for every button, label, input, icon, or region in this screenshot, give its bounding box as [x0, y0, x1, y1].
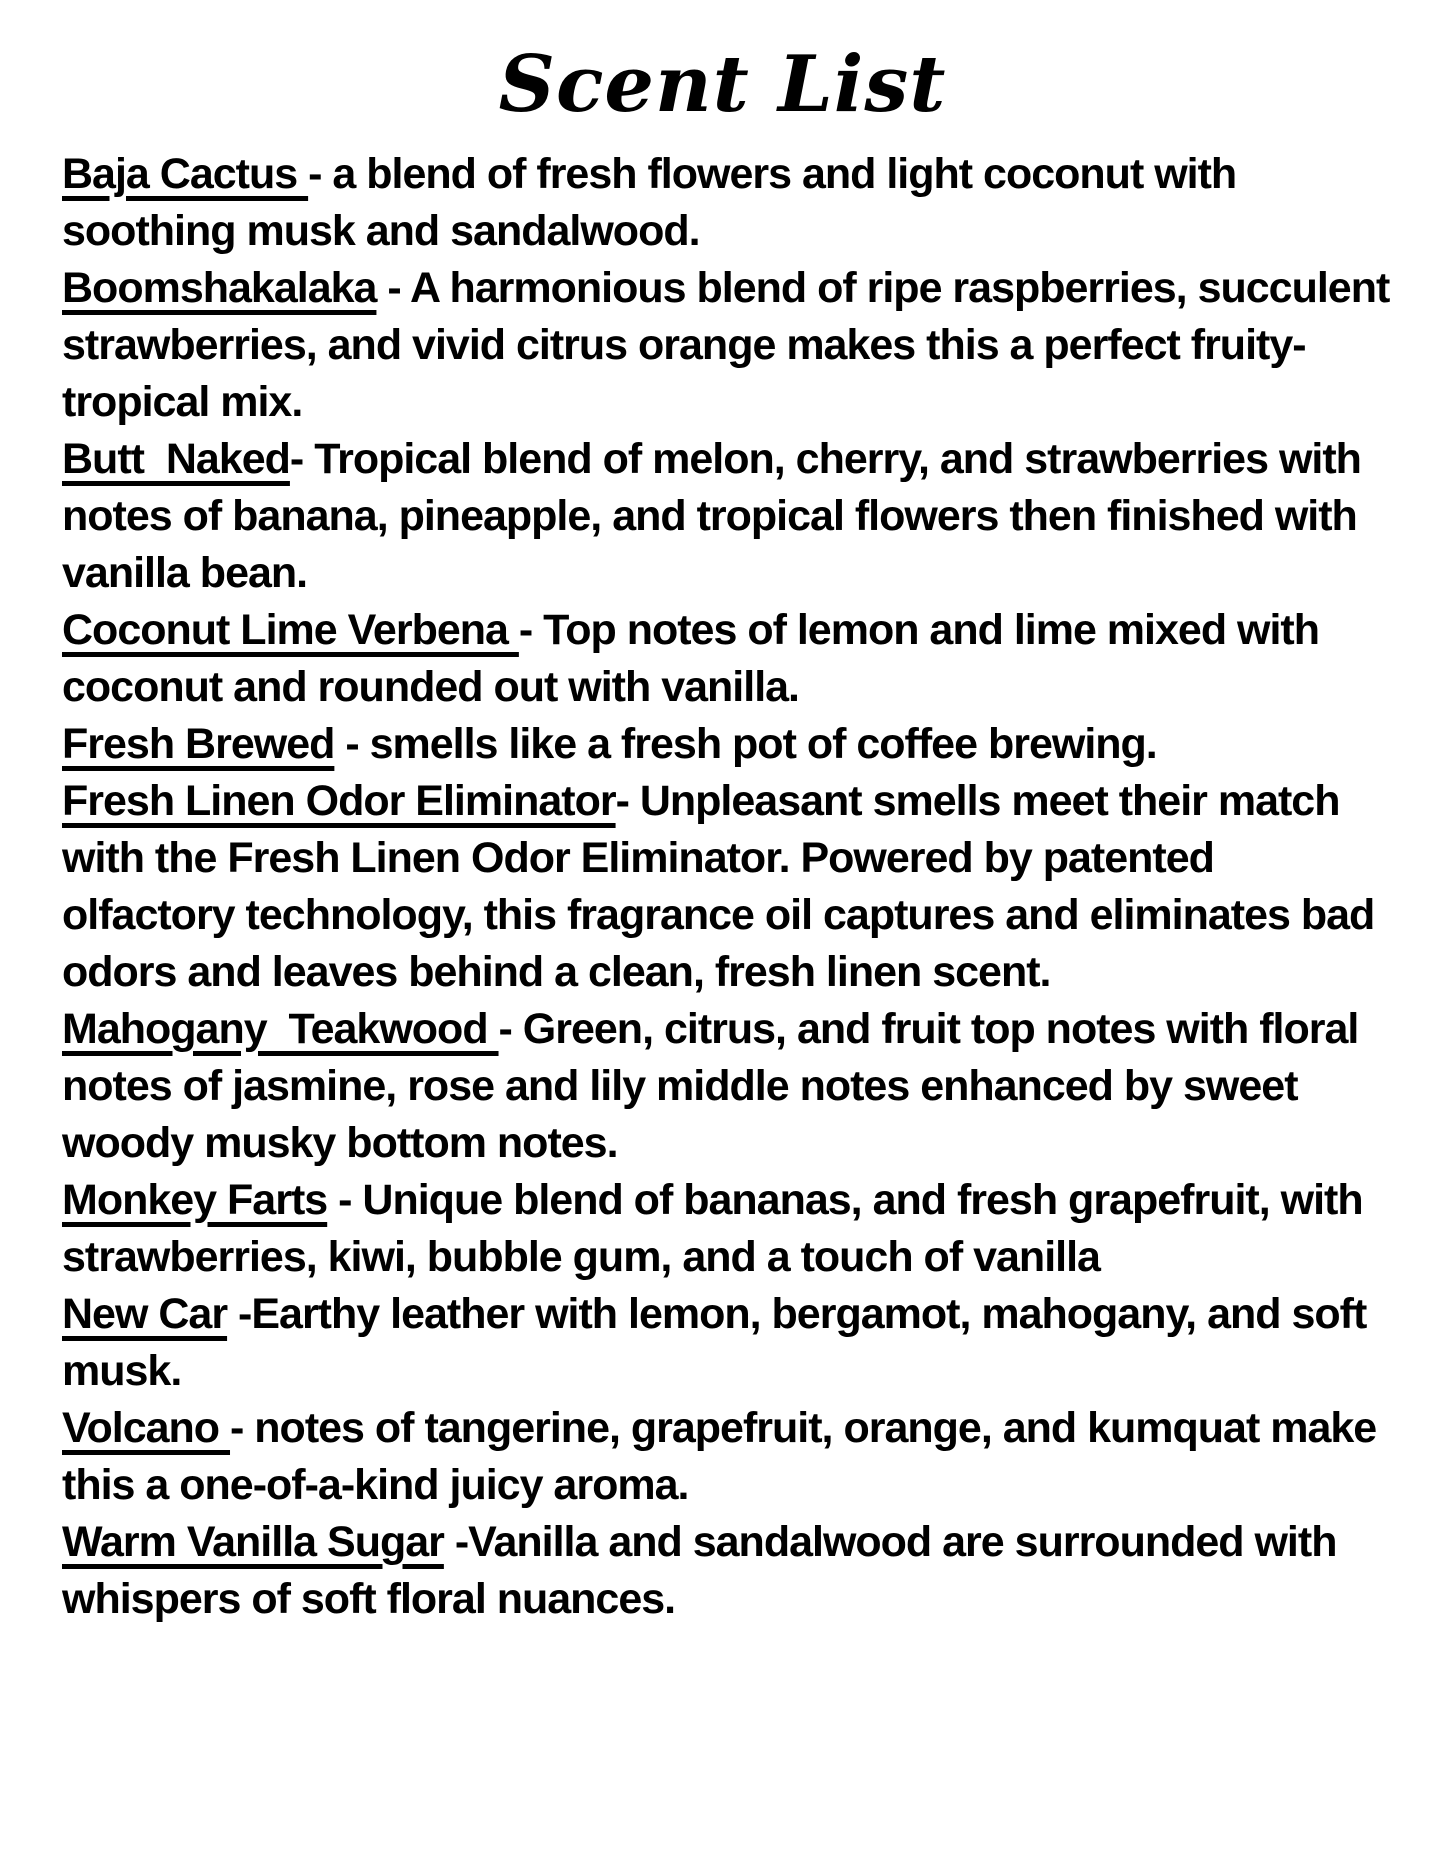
scent-name: Baja Cactus	[62, 149, 309, 198]
scent-list	[0, 138, 1445, 1628]
scent-name: Mahogany Teakwood	[62, 1004, 499, 1053]
scent-entry	[62, 431, 1397, 602]
scent-entry	[62, 260, 1401, 431]
scent-description: - smells like a fresh pot of coffee brewing.	[334, 719, 1157, 768]
scent-entry	[62, 146, 1397, 260]
scent-description: - notes of tangerine, grapefruit, orange, and kumquat make this a one-of-a-kind juicy aroma.	[62, 1403, 1388, 1509]
scent-name: Monkey Farts	[62, 1175, 328, 1224]
scent-description: -Earthy leather with lemon, bergamot, mahogany, and soft musk.	[62, 1289, 1378, 1395]
scent-name: New Car	[62, 1289, 228, 1338]
scent-entry	[62, 1001, 1397, 1172]
scent-name: Coconut Lime Verbena	[62, 605, 519, 654]
scent-entry	[62, 1514, 1397, 1628]
scent-description: - Unpleasant smells meet their match with the Fresh Linen Odor Eliminator. Powered by patented olfactory technology, this fragrance oil captures and eliminates bad odors and leaves behind a clean, fresh linen scent.	[62, 776, 1386, 996]
scent-description: - A harmonious blend of ripe raspberries, succulent strawberries, and vivid citrus orange makes this a perfect fruity-tropical mix.	[62, 263, 1401, 426]
scent-description: - Unique blend of bananas, and fresh grapefruit, with strawberries, kiwi, bubble gum, and a touch of vanilla	[62, 1175, 1374, 1281]
scent-entry	[62, 773, 1397, 1001]
scent-description: - a blend of fresh flowers and light coconut with soothing musk and sandalwood.	[62, 149, 1248, 255]
scent-name: Fresh Brewed	[62, 719, 335, 768]
scent-description: - Tropical blend of melon, cherry, and strawberries with notes of banana, pineapple, and tropical flowers then finished with vanilla bean.	[62, 434, 1372, 597]
scent-name: Warm Vanilla Sugar	[62, 1517, 444, 1566]
scent-name: Butt Naked	[62, 434, 290, 483]
scent-name: Volcano	[62, 1403, 231, 1452]
scent-entry	[62, 716, 1397, 773]
scent-description: -Vanilla and sandalwood are surrounded with whispers of soft floral nuances.	[62, 1517, 1348, 1623]
scent-entry	[62, 602, 1397, 716]
scent-description: - Top notes of lemon and lime mixed with coconut and rounded out with vanilla.	[62, 605, 1330, 711]
scent-description: - Green, citrus, and fruit top notes with floral notes of jasmine, rose and lily middle notes enhanced by sweet woody musky bottom notes.	[62, 1004, 1370, 1167]
scent-entry	[62, 1172, 1397, 1286]
scent-entry	[62, 1400, 1397, 1514]
page-title: Scent List	[498, 39, 947, 130]
scent-entry	[62, 1286, 1397, 1400]
scent-name: Fresh Linen Odor Eliminator	[62, 776, 616, 825]
scent-name: Boomshakalaka	[62, 263, 377, 312]
